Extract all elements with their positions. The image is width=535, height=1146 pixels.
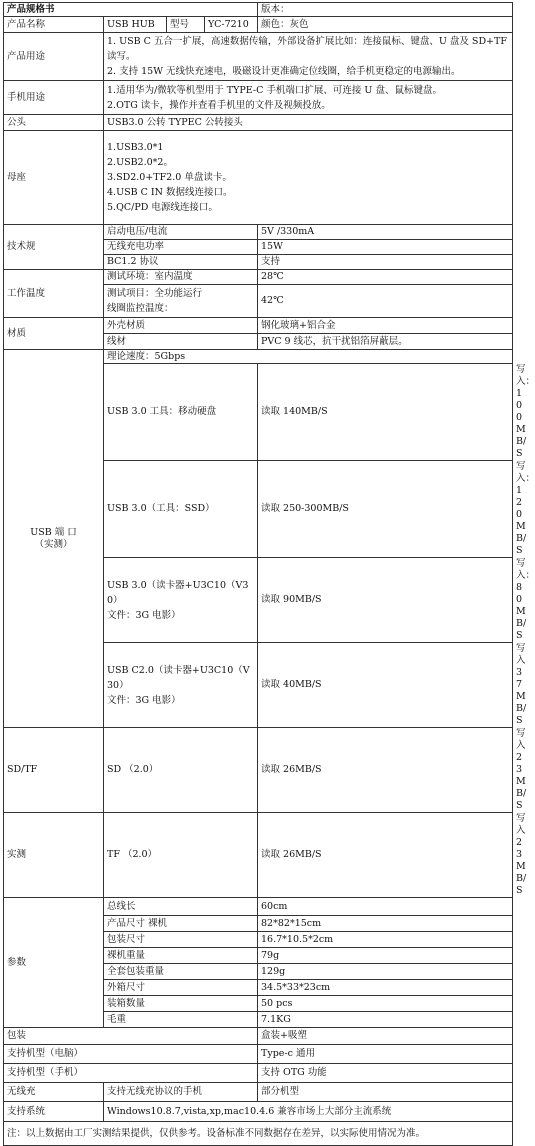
sd-tf-name: SD （2.0） <box>104 728 258 813</box>
param-item: 毛重 <box>104 1012 258 1028</box>
param-value: 7.1KG <box>258 1012 513 1028</box>
female-port-line: 3.SD2.0+TF2.0 单盘读卡。 <box>107 172 232 183</box>
work-temp-item: 测试环境：室内温度 <box>104 270 258 285</box>
female-port-line: 5.QC/PD 电源线连接口。 <box>107 202 218 213</box>
sd-tf-label: SD/TF <box>4 728 104 813</box>
male-head-value: USB3.0 公转 TYPEC 公转接头 <box>104 115 513 131</box>
param-value: 82*82*15cm <box>258 916 513 932</box>
param-item: 裸机重量 <box>104 948 258 964</box>
wireless-row <box>4 1083 513 1102</box>
sd-tf-read: 读取 26MB/S <box>258 728 513 813</box>
usb-port-read: 读取 90MB/S <box>258 558 513 643</box>
param-item: 全套包装重量 <box>104 964 258 980</box>
usb-port-read: 读取 250-300MB/S <box>258 461 513 558</box>
usage-row <box>4 33 513 81</box>
wireless-value: 部分机型 <box>258 1083 513 1102</box>
sd-tf-row: SD/TF SD （2.0） 读取 26MB/S 写入 23MB/S <box>4 728 513 813</box>
usb-port-read: 读取 40MB/S <box>258 643 513 728</box>
usb-port-row: USB 3.0（读卡器+U3C10（V30） 文件：3G 电影） 读取 90MB/S 写入：80MB/S <box>4 558 513 643</box>
tech-item-value: 支持 <box>258 255 513 270</box>
phone-support-value: 支持 OTG 功能 <box>258 1064 513 1083</box>
tech-item-value: 5V /330mA <box>258 225 513 240</box>
usb-port-read: 读取 140MB/S <box>258 364 513 461</box>
tech-item-label: 启动电压/电流 <box>104 225 258 240</box>
usb-port-row: USB C2.0（读卡器+U3C10（V30） 文件：3G 电影） 读取 40MB/S 写入 37MB/S <box>4 643 513 728</box>
phone-usage-line-2: 2.OTG 读卡，操作并查看手机里的文件及视频投放。 <box>107 99 331 111</box>
title-row <box>4 3 513 17</box>
phone-support-label: 支持机型（手机） <box>4 1064 258 1083</box>
spec-table <box>3 2 535 1146</box>
work-temp-value: 42℃ <box>258 285 513 318</box>
usb-port-sublabel: （实测） <box>34 538 73 550</box>
tech-item-label: 无线充电功率 <box>104 240 258 255</box>
param-item: 包装尺寸 <box>104 932 258 948</box>
model-label: 型号 <box>167 17 205 33</box>
product-name-label: 产品名称 <box>4 17 104 33</box>
sd-tf-read: 读取 26MB/S <box>258 813 513 898</box>
male-head-label: 公头 <box>4 115 104 131</box>
product-name-row <box>4 17 513 33</box>
color-value: 颜色：灰色 <box>258 17 513 33</box>
tech-item-value: 15W <box>258 240 513 255</box>
material-label: 材质 <box>4 318 104 350</box>
sd-tf-row: 实测 TF （2.0） 读取 26MB/S 写入 23MB/S <box>4 813 513 898</box>
usb-port-row: USB 3.0 工具：移动硬盘 读取 140MB/S 写入：100MB/S <box>4 364 513 461</box>
param-row <box>4 898 513 916</box>
usage-line-2: 2. 支持 15W 无线快充速电，吸磁设计更准确定位线圈，给手机更稳定的电源输出。 <box>107 66 461 77</box>
version-label: 版本： <box>258 3 513 17</box>
male-head-row <box>4 115 513 131</box>
usb-port-name-line: 文件：3G 电影） <box>107 609 181 621</box>
usb-port-name-line: USB 3.0（读卡器+U3C10（V30） <box>107 579 249 606</box>
usb-port-name-line: 文件：3G 电影） <box>107 694 181 706</box>
tech-row <box>4 225 513 240</box>
phone-usage-row <box>4 81 513 115</box>
sd-tf-sublabel: 实测 <box>4 813 104 898</box>
pc-support-row <box>4 1045 513 1064</box>
usb-port-label: USB 端 口 <box>30 526 77 538</box>
param-item: 产品尺寸 裸机 <box>104 916 258 932</box>
param-value: 129g <box>258 964 513 980</box>
product-name-value: USB HUB <box>104 17 167 33</box>
spec-sheet <box>0 2 535 1139</box>
usb-port-name: USB 3.0 工具：移动硬盘 <box>104 364 258 461</box>
wireless-item: 支持无线充协议的手机 <box>104 1083 258 1102</box>
param-item: 总线长 <box>104 898 258 916</box>
phone-support-row <box>4 1064 513 1083</box>
phone-usage-label: 手机用途 <box>4 81 104 115</box>
material-value: 钢化玻璃+铝合金 <box>258 318 513 334</box>
footnote: 注：以上数据由工厂实测结果提供，仅供参考。设备标准不同数据存在差异，以实际使用情况为准。 <box>4 1122 513 1146</box>
model-value: YC-7210 <box>205 17 258 33</box>
system-value: Windows10.8.7,vista,xp,mac10.4.6 兼容市场上大部分主流系统 <box>104 1102 513 1122</box>
pc-support-label: 支持机型（电脑） <box>4 1045 258 1064</box>
tech-item-label: BC1.2 协议 <box>104 255 258 270</box>
param-value: 79g <box>258 948 513 964</box>
material-item: 线材 <box>104 334 258 350</box>
material-row <box>4 318 513 334</box>
package-row <box>4 1028 513 1045</box>
system-label: 支持系统 <box>4 1102 104 1122</box>
usb-theory-speed: 理论速度：5Gbps <box>104 350 513 364</box>
param-value: 16.7*10.5*2cm <box>258 932 513 948</box>
usb-port-row: USB 3.0（工具：SSD） 读取 250-300MB/S 写入：120MB/S <box>4 461 513 558</box>
material-value: PVC 9 线芯，抗干扰铝箔屏蔽层。 <box>258 334 513 350</box>
param-item: 装箱数量 <box>104 996 258 1012</box>
param-value: 34.5*33*23cm <box>258 980 513 996</box>
phone-usage-line-1: 1.适用华为/微软等机型用于 TYPE-C 手机端口扩展、可连接 U 盘、鼠标键盘。 <box>107 84 442 96</box>
package-value: 盒装+吸塑 <box>258 1028 513 1045</box>
params-label: 参数 <box>4 898 104 1028</box>
usb-port-name-line: USB C2.0（读卡器+U3C10（V30） <box>107 664 250 691</box>
work-temp-item-line: 线圈监控温度： <box>107 303 174 314</box>
female-port-line: 4.USB C IN 数据线连接口。 <box>107 187 233 198</box>
doc-title: 产品规格书 <box>4 3 258 17</box>
usb-speed-row <box>4 350 513 364</box>
param-value: 60cm <box>258 898 513 916</box>
system-row <box>4 1102 513 1122</box>
param-item: 外箱尺寸 <box>104 980 258 996</box>
note-row <box>4 1122 513 1146</box>
tech-label: 技术规 <box>4 225 104 270</box>
wireless-label: 无线充 <box>4 1083 104 1102</box>
package-label: 包装 <box>4 1028 258 1045</box>
usage-line-1: 1. USB C 五合一扩展，高速数据传输，外部设备扩展比如：连接鼠标、键盘、U 盘及 SD+TF 读写。 <box>107 36 507 62</box>
work-temp-row <box>4 270 513 285</box>
work-temp-label: 工作温度 <box>4 270 104 318</box>
female-port-row <box>4 131 513 225</box>
female-port-label: 母座 <box>4 131 104 225</box>
usb-port-name: USB 3.0（工具：SSD） <box>104 461 258 558</box>
pc-support-value: Type-c 通用 <box>258 1045 513 1064</box>
work-temp-value: 28℃ <box>258 270 513 285</box>
param-value: 50 pcs <box>258 996 513 1012</box>
female-port-line: 1.USB3.0*1 <box>107 142 164 153</box>
sd-tf-name: TF （2.0） <box>104 813 258 898</box>
female-port-line: 2.USB2.0*2。 <box>107 157 173 168</box>
usage-label: 产品用途 <box>4 33 104 81</box>
material-item: 外壳材质 <box>104 318 258 334</box>
work-temp-item-line: 测试项目：全功能运行 <box>107 288 203 299</box>
